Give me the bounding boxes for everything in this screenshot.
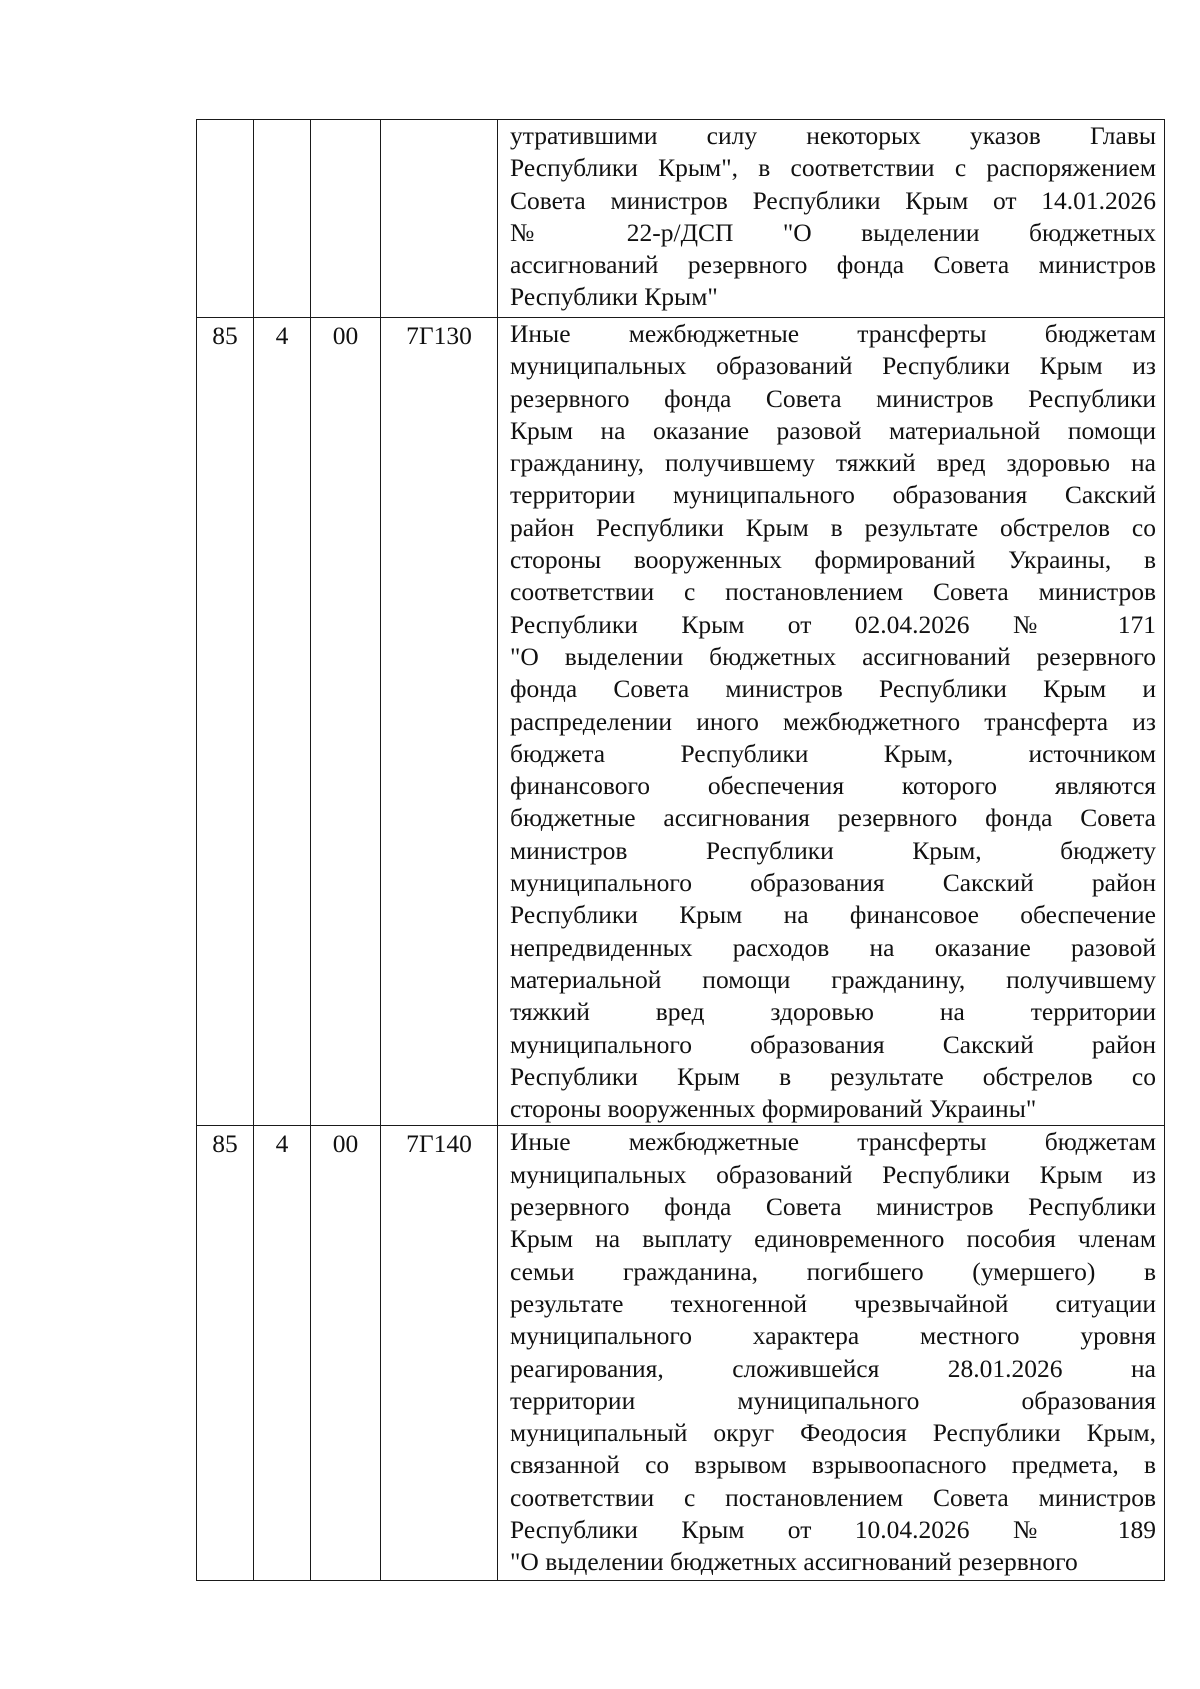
description-line: Республики Крым от 02.04.2026 № 171 [510,609,1156,639]
program-code-cell [197,120,254,318]
description-line: резервного фонда Совета министров Республики [510,383,1156,413]
description-line: министров Республики Крым, бюджету [510,835,1156,865]
description-line: Республики Крым на финансовое обеспечение [510,900,1156,930]
description-line: фонда Совета министров Республики Крым и [510,674,1156,704]
subprogram-code-cell: 4 [254,318,311,1126]
description-line: соответствии с постановлением Совета министров [510,1482,1156,1512]
description-line: семьи гражданина, погибшего (умершего) в [510,1256,1156,1286]
description-line: стороны вооруженных формирований Украины, в [510,545,1156,575]
description-line: Республики Крым от 10.04.2026 № 189 [510,1514,1156,1544]
budget-table [196,119,1165,1581]
description-line: территории муниципального образования [510,1385,1156,1415]
description-line: бюджета Республики Крым, источником [510,738,1156,768]
description-line: стороны вооруженных формирований Украины" [510,1094,1037,1124]
description-cell [498,1126,1165,1581]
description-line: распределении иного межбюджетного трансферта из [510,706,1156,736]
description-line: Республики Крым в результате обстрелов со [510,1061,1156,1091]
table-body [197,120,1165,1581]
description-line: Республики Крым", в соответствии с распоряжением [510,153,1156,183]
direction-code-cell: 7Г140 [381,1126,498,1581]
description-line: "О выделении бюджетных ассигнований резервного [510,641,1156,671]
description-line: район Республики Крым в результате обстрелов со [510,512,1156,542]
description-cell [498,120,1165,318]
description-line: Республики Крым" [510,282,718,312]
description-line: тяжкий вред здоровью на территории [510,997,1156,1027]
description-line: муниципальных образований Республики Крым из [510,1159,1156,1189]
description-line: муниципальных образований Республики Крым из [510,351,1156,381]
description-line: резервного фонда Совета министров Республики [510,1192,1156,1222]
description-line: результате техногенной чрезвычайной ситуации [510,1288,1156,1318]
description-line: Совета министров Республики Крым от 14.01.2026 [510,185,1156,215]
table-row [197,1126,1165,1581]
description-line: муниципального характера местного уровня [510,1321,1156,1351]
description-line: № 22-р/ДСП "О выделении бюджетных [510,217,1156,247]
description-line: Иные межбюджетные трансферты бюджетам [510,1127,1156,1157]
description-line: материальной помощи гражданину, получившему [510,964,1156,994]
description-line: муниципального образования Сакский район [510,868,1156,898]
measure-code-cell: 00 [311,318,381,1126]
description-line: муниципальный округ Феодосия Республики Крым, [510,1418,1156,1448]
description-line: "О выделении бюджетных ассигнований резервного [510,1547,1078,1577]
table-row [197,318,1165,1126]
program-code-cell: 85 [197,1126,254,1581]
program-code-cell: 85 [197,318,254,1126]
measure-code-cell [311,120,381,318]
description-line: финансового обеспечения которого являются [510,771,1156,801]
direction-code-cell: 7Г130 [381,318,498,1126]
description-line: бюджетные ассигнования резервного фонда Совета [510,803,1156,833]
description-line: муниципального образования Сакский район [510,1029,1156,1059]
description-line: непредвиденных расходов на оказание разовой [510,932,1156,962]
subprogram-code-cell [254,120,311,318]
description-line: Иные межбюджетные трансферты бюджетам [510,319,1156,348]
description-line: утратившими силу некоторых указов Главы [510,121,1156,150]
description-line: ассигнований резервного фонда Совета министров [510,250,1156,280]
measure-code-cell: 00 [311,1126,381,1581]
description-line: соответствии с постановлением Совета министров [510,577,1156,607]
description-line: территории муниципального образования Сакский [510,480,1156,510]
description-line: гражданину, получившему тяжкий вред здоровью на [510,448,1156,478]
description-line: связанной со взрывом взрывоопасного предмета, в [510,1450,1156,1480]
description-line: Крым на оказание разовой материальной помощи [510,415,1156,445]
table-row [197,120,1165,318]
description-line: реагирования, сложившейся 28.01.2026 на [510,1353,1156,1383]
description-cell [498,318,1165,1126]
description-line: Крым на выплату единовременного пособия членам [510,1224,1156,1254]
direction-code-cell [381,120,498,318]
subprogram-code-cell: 4 [254,1126,311,1581]
